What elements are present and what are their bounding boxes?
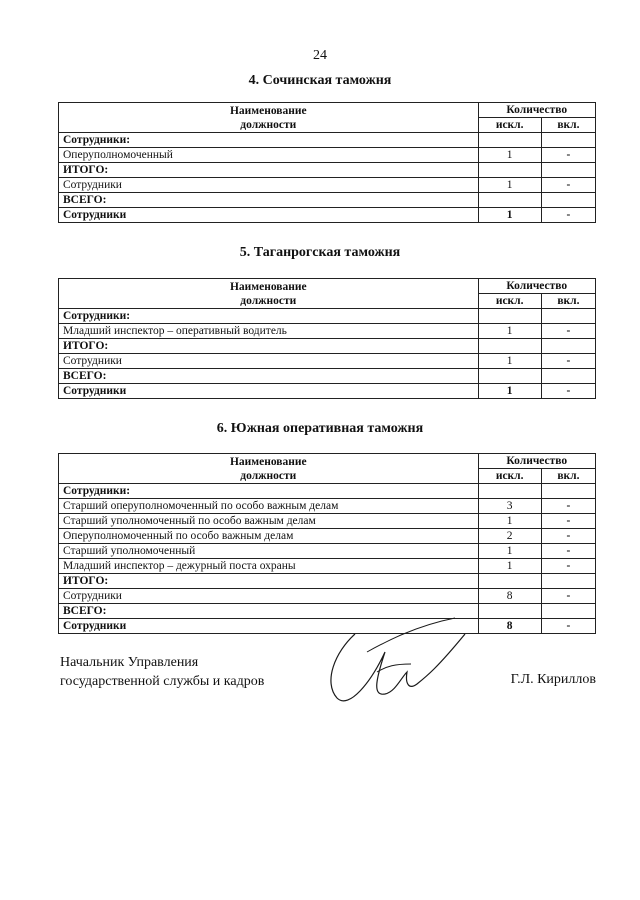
position-name: Сотрудники: <box>59 309 479 324</box>
header-position-name <box>59 103 479 133</box>
position-name: ВСЕГО: <box>59 369 479 384</box>
table-header-row <box>59 279 596 294</box>
header-included: вкл. <box>541 118 595 133</box>
position-name: Оперуполномоченный <box>59 148 479 163</box>
included-count: - <box>541 499 595 514</box>
included-count: - <box>541 354 595 369</box>
position-name: Оперуполномоченный по особо важным делам <box>59 529 479 544</box>
included-count <box>541 604 595 619</box>
table-row <box>59 208 596 223</box>
included-count: - <box>541 384 595 399</box>
header-name-line1: Наименование <box>229 280 307 293</box>
included-count <box>541 484 595 499</box>
excluded-count <box>478 339 541 354</box>
staff-table <box>58 278 596 399</box>
page-number: 24 <box>313 48 327 63</box>
header-excluded: искл. <box>478 294 541 309</box>
position-name: Сотрудники <box>59 178 479 193</box>
excluded-count <box>478 604 541 619</box>
included-count <box>541 163 595 178</box>
included-count <box>541 193 595 208</box>
excluded-count: 1 <box>478 544 541 559</box>
included-count <box>541 369 595 384</box>
table-row <box>59 544 596 559</box>
table-row <box>59 163 596 178</box>
excluded-count <box>478 484 541 499</box>
table-row <box>59 133 596 148</box>
header-quantity: Количество <box>478 103 595 118</box>
excluded-count <box>478 163 541 178</box>
table-header-row <box>59 454 596 469</box>
included-count <box>541 339 595 354</box>
excluded-count: 1 <box>478 559 541 574</box>
table-row <box>59 484 596 499</box>
excluded-count <box>478 574 541 589</box>
position-name: Сотрудники <box>59 384 479 399</box>
position-name: Старший оперуполномоченный по особо важным делам <box>59 499 479 514</box>
section-title: 4. Сочинская таможня <box>248 73 392 88</box>
header-quantity: Количество <box>478 454 595 469</box>
signer-name: Г.Л. Кириллов <box>510 672 596 687</box>
table-row <box>59 559 596 574</box>
position-name: Младший инспектор – дежурный поста охраны <box>59 559 479 574</box>
signatory-title-line1: Начальник Управления <box>60 655 199 670</box>
table-row <box>59 369 596 384</box>
included-count: - <box>541 324 595 339</box>
signatory-title-line2: государственной службы и кадров <box>60 674 265 689</box>
included-count: - <box>541 544 595 559</box>
position-name: Сотрудники: <box>59 484 479 499</box>
excluded-count: 1 <box>478 148 541 163</box>
position-name: ИТОГО: <box>59 574 479 589</box>
included-count <box>541 309 595 324</box>
header-quantity: Количество <box>478 279 595 294</box>
position-name: ВСЕГО: <box>59 604 479 619</box>
excluded-count: 1 <box>478 208 541 223</box>
excluded-count: 3 <box>478 499 541 514</box>
position-name: Старший уполномоченный <box>59 544 479 559</box>
excluded-count <box>478 309 541 324</box>
header-excluded: искл. <box>478 118 541 133</box>
table-row <box>59 529 596 544</box>
header-position-name <box>59 279 479 309</box>
table-row <box>59 354 596 369</box>
table-row <box>59 514 596 529</box>
excluded-count: 1 <box>478 384 541 399</box>
excluded-count: 1 <box>478 324 541 339</box>
section-title: 5. Таганрогская таможня <box>239 245 401 260</box>
header-name-line1: Наименование <box>229 455 307 468</box>
header-included: вкл. <box>541 294 595 309</box>
position-name: Старший уполномоченный по особо важным делам <box>59 514 479 529</box>
header-included: вкл. <box>541 469 595 484</box>
table-row <box>59 589 596 604</box>
position-name: Сотрудники <box>59 589 479 604</box>
header-name-line2: должности <box>240 469 297 482</box>
excluded-count <box>478 369 541 384</box>
table-row <box>59 178 596 193</box>
excluded-count <box>478 133 541 148</box>
table-row <box>59 324 596 339</box>
staff-table <box>58 102 596 223</box>
header-name-line1: Наименование <box>229 104 307 117</box>
included-count: - <box>541 619 595 634</box>
excluded-count: 2 <box>478 529 541 544</box>
included-count <box>541 133 595 148</box>
table-row <box>59 148 596 163</box>
position-name: ИТОГО: <box>59 339 479 354</box>
included-count: - <box>541 148 595 163</box>
position-name: Сотрудники <box>59 354 479 369</box>
included-count: - <box>541 589 595 604</box>
position-name: Сотрудники: <box>59 133 479 148</box>
excluded-count: 8 <box>478 619 541 634</box>
position-name: Сотрудники <box>59 619 479 634</box>
included-count: - <box>541 559 595 574</box>
table-row <box>59 339 596 354</box>
included-count: - <box>541 208 595 223</box>
position-name: Сотрудники <box>59 208 479 223</box>
table-header-row <box>59 103 596 118</box>
header-position-name <box>59 454 479 484</box>
table-row <box>59 309 596 324</box>
table-row <box>59 499 596 514</box>
excluded-count: 1 <box>478 514 541 529</box>
table-row <box>59 574 596 589</box>
position-name: ВСЕГО: <box>59 193 479 208</box>
excluded-count <box>478 193 541 208</box>
header-name-line2: должности <box>240 294 297 307</box>
included-count <box>541 574 595 589</box>
table-row <box>59 384 596 399</box>
position-name: Младший инспектор – оперативный водитель <box>59 324 479 339</box>
included-count: - <box>541 514 595 529</box>
header-excluded: искл. <box>478 469 541 484</box>
position-name: ИТОГО: <box>59 163 479 178</box>
included-count: - <box>541 178 595 193</box>
handwritten-signature <box>315 612 475 712</box>
staff-table <box>58 453 596 634</box>
table-row <box>59 193 596 208</box>
excluded-count: 1 <box>478 354 541 369</box>
header-name-line2: должности <box>240 118 297 131</box>
excluded-count: 1 <box>478 178 541 193</box>
section-title: 6. Южная оперативная таможня <box>216 421 424 436</box>
signature-block <box>60 653 264 691</box>
excluded-count: 8 <box>478 589 541 604</box>
included-count: - <box>541 529 595 544</box>
